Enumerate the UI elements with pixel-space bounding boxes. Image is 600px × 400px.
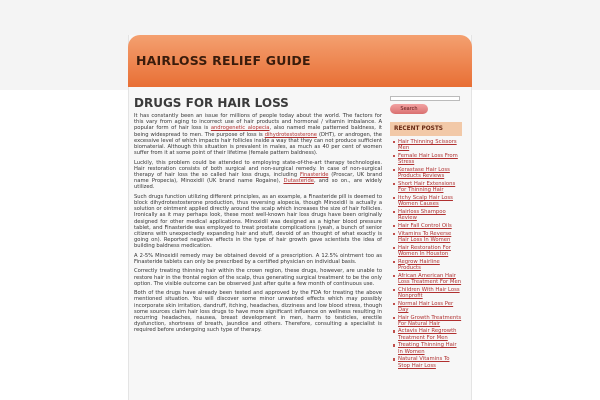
- paragraph-text: Such drugs function utilizing different principles, as an example, a Finasteride pill is deemed to block dihydrotestosterone production, thus reversing alopecia, though Minoxidil is actually a solution or ointment applied directly around the scalp which increases the size of hair follicles. Ironically as it may perhaps look, these most well-known hair loss drugs have been originally designed for other medical applications. Minoxidil was designed as a higher blood pressure tablet, and Finasteride was employed to treat prostate complications (yeah, a bunch of senior citizens with unexpectedly expanding hair and stuff, devoid of an thought of what exactly is going on). Reported negative effects in the type of hair growth gave scientists the idea of building baldness medication.: [134, 193, 382, 250]
- recent-post-item: [393, 153, 462, 166]
- post-paragraph: [134, 113, 382, 156]
- recent-post-link[interactable]: Hair Thinning Scissors Men: [398, 139, 457, 152]
- recent-post-link[interactable]: Normal Hair Loss Per Day: [398, 300, 454, 313]
- recent-posts-list: [390, 139, 462, 369]
- paragraph-text: (Proscar, UK brand name Propecia), Minoxidil (UK brand name Rogaine),: [134, 172, 382, 185]
- post-title: DRUGS FOR HAIR LOSS: [134, 96, 289, 110]
- paragraph-text: (DHT), or androgen, the excessive level of which impacts hair follicles inside a way that they can not produce sufficient biomaterial. Although this situation is prevalent in males, as much as 40 per cent of women suffer from it at some point of their lifetime (female pattern baldness).: [134, 131, 382, 157]
- recent-post-item: [393, 181, 462, 194]
- recent-post-item: [393, 287, 462, 300]
- recent-post-item: [393, 356, 462, 369]
- recent-post-link[interactable]: African American Hair Loss Treatment For Men: [398, 272, 462, 285]
- recent-posts-heading: RECENT POSTS: [390, 122, 462, 136]
- recent-post-item: [393, 328, 462, 341]
- recent-post-link[interactable]: Hair Fall Control Oils: [398, 222, 452, 229]
- post-paragraph: [134, 160, 382, 191]
- inline-link[interactable]: Dutasteride: [283, 178, 314, 185]
- paragraph-text: A 2-5% Minoxidil remedy may be obtained devoid of a prescription. A 12.5% ointment too as Finasteride tablets can only be prescribed by a certified physician on individual basis.: [134, 252, 382, 266]
- post-paragraph: [134, 253, 382, 265]
- inline-link[interactable]: androgenetic alopecia: [210, 125, 270, 132]
- recent-post-link[interactable]: Hair Restoration For Women In Houston: [398, 244, 451, 257]
- post-paragraph: [134, 290, 382, 333]
- search-input[interactable]: [390, 96, 460, 101]
- paragraph-text: Correctly treating thinning hair within the crown region, these drugs, however, are unable to restore hair in the frontal region of the scalp, thus generating surgical treatment to be the only option. The visible outcome can be observed just after quite a few month of continuous use.: [134, 268, 382, 287]
- recent-post-item: [393, 231, 462, 244]
- recent-post-item: [393, 139, 462, 152]
- recent-post-item: [393, 342, 462, 355]
- recent-post-link[interactable]: Natural Vitamins To Stop Hair Loss: [398, 356, 450, 369]
- inline-link[interactable]: Finasteride: [299, 172, 329, 179]
- recent-post-link[interactable]: Regrow Hairline Products: [398, 258, 440, 271]
- recent-post-item: [393, 223, 462, 229]
- paragraph-text: Luckily, this problem could be attended to employing state-of-the-art therapy technologies. Hair restoration consists of both surgical and non-surgical remedy. In case of non-surgical therapy of hair loss the so called hair loss drugs, including: [134, 159, 382, 179]
- post-paragraph: [134, 268, 382, 287]
- paragraph-text: , also named male patterned baldness, it being widespread to men. The purpose of loss is: [134, 125, 382, 138]
- recent-post-item: [393, 209, 462, 222]
- recent-post-link[interactable]: Treating Thinning Hair In Women: [398, 342, 457, 355]
- recent-post-link[interactable]: Hair Growth Treatments For Natural Hair: [398, 314, 462, 327]
- recent-post-link[interactable]: Short Hair Extensions For Thinning Hair: [398, 180, 456, 194]
- recent-post-link[interactable]: Hairloss Shampoo Review: [398, 208, 446, 222]
- recent-post-item: [393, 195, 462, 208]
- post-body: [134, 113, 382, 334]
- site-title[interactable]: HAIRLOSS RELIEF GUIDE: [136, 53, 311, 68]
- main-content: [134, 96, 382, 400]
- inline-link[interactable]: dihydrotestosterone: [264, 131, 318, 138]
- recent-post-link[interactable]: Kerastase Hair Loss Products Reviews: [398, 166, 450, 180]
- recent-post-link[interactable]: Itchy Scalp Hair Loss Women Causes: [398, 194, 453, 208]
- search-button[interactable]: Search: [390, 104, 428, 114]
- paragraph-text: Both of the drugs have already been tested and approved by the FDA for treating the above mentioned situation. You will discover some minor unwanted effects which may possibly incorporate skin irritation, dandruff, itching, headaches, dizziness and low blood stress, though some sources claim hair loss drugs to have more significant influence on wellness resulting in recurring headaches, nausea, breast development in men, harm to testicles, erectile dysfunction, shortness of breath, jaundice and others. Therefore, consulting a specialist is required before undergoing such type of therapy.: [134, 290, 382, 334]
- recent-post-item: [393, 167, 462, 180]
- recent-post-item: [393, 245, 462, 258]
- recent-post-link[interactable]: Children With Hair Loss Nonprofit: [398, 286, 460, 299]
- site-header: [128, 35, 472, 87]
- recent-post-item: [393, 273, 462, 286]
- post-paragraph: [134, 194, 382, 250]
- recent-post-item: [393, 259, 462, 272]
- paragraph-text: , and so on., are widely utilized.: [134, 178, 382, 191]
- recent-post-item: [393, 301, 462, 314]
- paragraph-text: It has constantly been an issue for millions of people today about the world. The factors for this vary from aging to incorrect use of hair products and hormonal / vitamin imbalance. A popular form of hair loss is: [134, 113, 382, 132]
- sidebar: [390, 96, 462, 400]
- recent-post-item: [393, 315, 462, 328]
- recent-post-link[interactable]: Female Hair Loss From Stress: [398, 152, 458, 166]
- recent-post-link[interactable]: Vitamins To Reverse Hair Loss In Women: [398, 230, 452, 243]
- recent-post-link[interactable]: Actavis Hair Regrowth Treatment For Men: [398, 328, 457, 341]
